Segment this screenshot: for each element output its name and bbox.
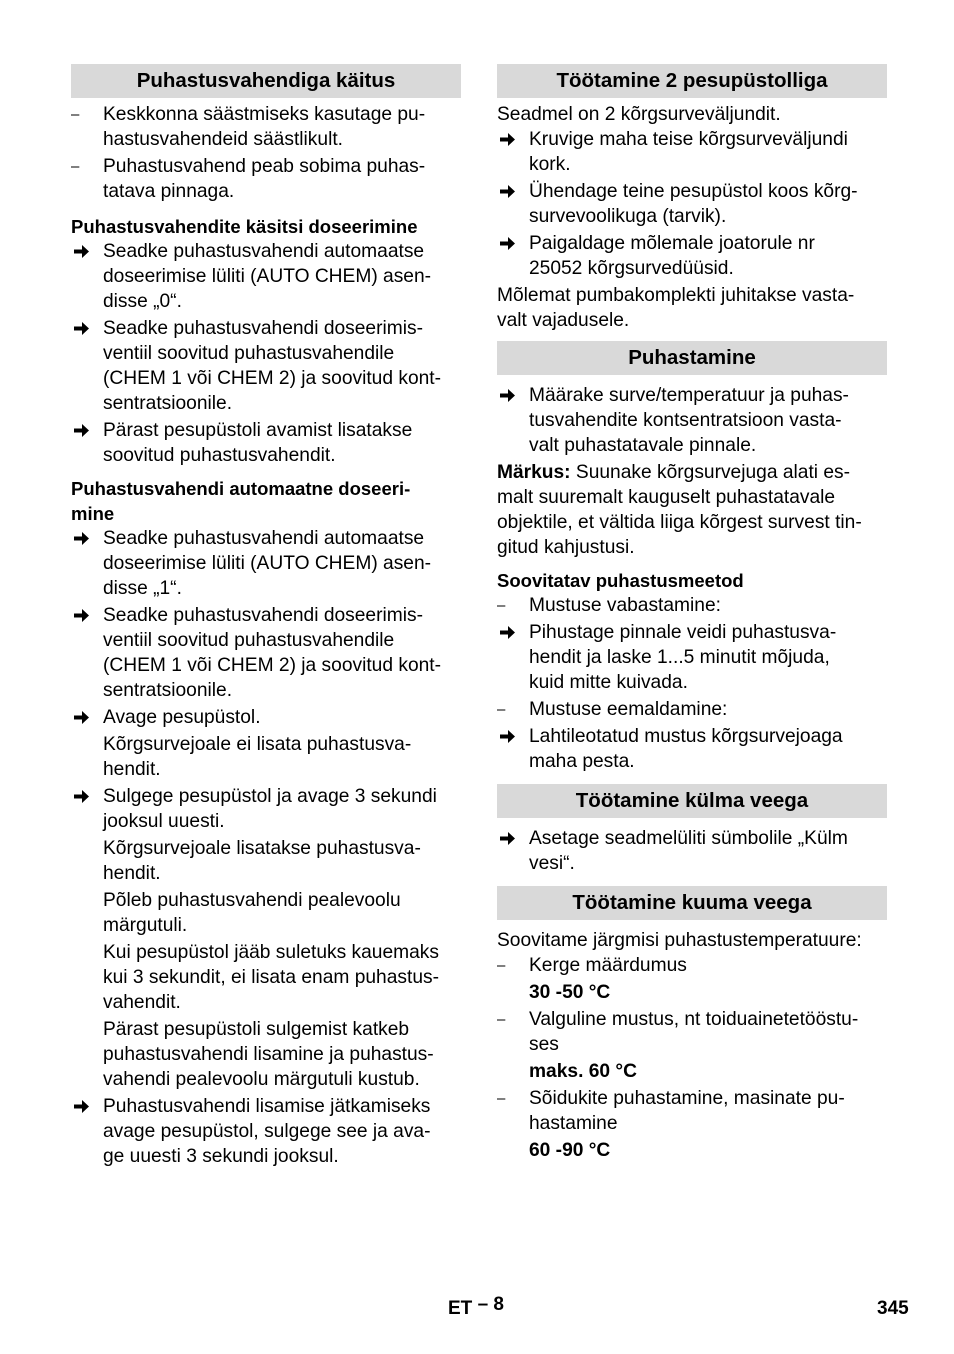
result-note	[71, 940, 461, 1015]
result-note	[71, 732, 461, 782]
item-line: märgutuli.	[103, 915, 188, 936]
paragraph-line: valt vajadusele.	[497, 310, 630, 331]
item-line: valt puhastatavale pinnale.	[529, 435, 757, 456]
list-item	[71, 316, 461, 416]
item-line: ventiil soovitud puhastusvahendile	[103, 630, 395, 651]
item-line: Kruvige maha teise kõrgsurveväljundi	[529, 129, 848, 150]
dash-bullet-icon: –	[497, 957, 506, 974]
page-number: 345	[877, 1298, 909, 1319]
paragraph	[497, 283, 887, 333]
item-line: Mustuse eemaldamine:	[529, 699, 728, 720]
item-line: Valguline mustus, nt toiduainetetööstu-	[529, 1009, 859, 1030]
right-arrow-icon	[497, 383, 521, 408]
list-item	[71, 418, 461, 468]
item-line: sentratsioonile.	[103, 393, 233, 414]
subheading-line: Puhastusvahendi automaatne doseeri-	[71, 478, 411, 499]
temperature-value: maks. 60 °C	[529, 1061, 637, 1082]
item-line: survevoolikuga (tarvik).	[529, 206, 727, 227]
list-item	[71, 154, 461, 204]
list-item	[497, 179, 887, 229]
subheading-line: mine	[71, 503, 115, 524]
right-arrow-icon	[497, 231, 521, 256]
subheading	[71, 476, 461, 526]
result-note	[71, 836, 461, 886]
dash-bullet-icon: –	[497, 597, 506, 614]
section-heading: Töötamine külma veega	[497, 784, 887, 818]
right-arrow-icon	[497, 620, 521, 645]
list-item	[71, 784, 461, 834]
item-line: hendit.	[103, 759, 161, 780]
list-item	[497, 953, 887, 978]
item-line: (CHEM 1 või CHEM 2) ja soovitud kont-	[103, 655, 442, 676]
item-line: kuid mitte kuivada.	[529, 672, 688, 693]
dash-bullet-icon: –	[497, 1090, 506, 1107]
item-line: Pärast pesupüstoli sulgemist katkeb	[103, 1019, 410, 1040]
dash-bullet-icon: –	[71, 158, 80, 175]
item-line: Kerge määrdumus	[529, 955, 687, 976]
list-item	[71, 1094, 461, 1169]
subheading: Puhastusvahendite käsitsi doseerimine	[71, 216, 418, 237]
item-line: Ühendage teine pesupüstol koos kõrg-	[529, 181, 858, 202]
item-line: ge uuesti 3 sekundi jooksul.	[103, 1146, 339, 1167]
list-item	[497, 1007, 887, 1057]
item-line: maha pesta.	[529, 751, 635, 772]
list-item	[71, 603, 461, 703]
note-line: malt suuremalt kauguselt puhastatavale	[497, 487, 836, 508]
result-note	[71, 888, 461, 938]
right-arrow-icon	[497, 826, 521, 851]
right-arrow-icon	[497, 127, 521, 152]
right-column	[497, 64, 887, 1163]
item-line: Puhastusvahend peab sobima puhas-	[103, 156, 426, 177]
note-label: Märkus:	[497, 462, 571, 483]
item-line: Lahtileotatud mustus kõrgsurvejoaga	[529, 726, 843, 747]
list-item	[497, 697, 887, 722]
section-heading: Töötamine 2 pesupüstolliga	[497, 64, 887, 98]
item-line: Kõrgsurvejoale lisatakse puhastusva-	[103, 838, 421, 859]
item-line: Seadke puhastusvahendi automaatse	[103, 241, 425, 262]
item-line: ses	[529, 1034, 559, 1055]
footer-lang: ET	[448, 1298, 473, 1319]
list-item	[497, 1086, 887, 1136]
dash-bullet-icon: –	[71, 106, 80, 123]
item-line: vesi“.	[529, 853, 575, 874]
footer-section-number: – 8	[477, 1294, 504, 1315]
temperature-value: 30 -50 °C	[529, 982, 611, 1003]
list-item	[71, 239, 461, 314]
item-line: Sõidukite puhastamine, masinate pu-	[529, 1088, 845, 1109]
item-line: disse „1“.	[103, 578, 182, 599]
right-arrow-icon	[71, 784, 95, 809]
result-note	[71, 1017, 461, 1092]
item-line: vahendi pealevoolu märgutuli kustub.	[103, 1069, 420, 1090]
note-text: Suunake kõrgsurvejuga alati es-	[570, 462, 851, 483]
dash-bullet-icon: –	[497, 701, 506, 718]
note-paragraph	[497, 460, 887, 560]
item-line: sentratsioonile.	[103, 680, 233, 701]
item-line: hastusvahendeid säästlikult.	[103, 129, 343, 150]
list-item	[497, 231, 887, 281]
item-line: vahendit.	[103, 992, 181, 1013]
item-line: ventiil soovitud puhastusvahendile	[103, 343, 395, 364]
item-line: disse „0“.	[103, 291, 182, 312]
item-line: Seadke puhastusvahendi doseerimis-	[103, 605, 423, 626]
list-item	[71, 705, 461, 730]
right-arrow-icon	[497, 724, 521, 749]
right-arrow-icon	[71, 316, 95, 341]
right-arrow-icon	[71, 526, 95, 551]
subheading: Soovitatav puhastusmeetod	[497, 570, 744, 591]
item-line: (CHEM 1 või CHEM 2) ja soovitud kont-	[103, 368, 442, 389]
item-line: Paigaldage mõlemale joatorule nr	[529, 233, 815, 254]
item-line: Avage pesupüstol.	[103, 707, 261, 728]
item-line: soovitud puhastusvahendit.	[103, 445, 336, 466]
item-line: Puhastusvahendi lisamise jätkamiseks	[103, 1096, 431, 1117]
paragraph: Seadmel on 2 kõrgsurveväljundit.	[497, 104, 781, 125]
section-heading: Puhastamine	[497, 341, 887, 375]
list-item	[71, 526, 461, 601]
right-arrow-icon	[497, 179, 521, 204]
list-item	[497, 127, 887, 177]
footer-section-label	[448, 1294, 504, 1320]
item-line: Asetage seadmelüliti sümbolile „Külm	[529, 828, 848, 849]
item-line: Määrake surve/temperatuur ja puhas-	[529, 385, 849, 406]
list-item	[497, 826, 887, 876]
item-line: 25052 kõrgsurvedüüsid.	[529, 258, 734, 279]
right-arrow-icon	[71, 1094, 95, 1119]
item-line: Pihustage pinnale veidi puhastusva-	[529, 622, 837, 643]
list-item	[497, 620, 887, 695]
item-line: Mustuse vabastamine:	[529, 595, 721, 616]
list-item	[497, 383, 887, 458]
item-line: doseerimise lüliti (AUTO CHEM) asen-	[103, 266, 432, 287]
paragraph-line: Mõlemat pumbakomplekti juhitakse vasta-	[497, 285, 855, 306]
item-line: Põleb puhastusvahendi pealevoolu	[103, 890, 401, 911]
note-line: gitud kahjustusi.	[497, 537, 635, 558]
item-line: doseerimise lüliti (AUTO CHEM) asen-	[103, 553, 432, 574]
right-arrow-icon	[71, 418, 95, 443]
item-line: jooksul uuesti.	[103, 811, 225, 832]
list-item	[71, 102, 461, 152]
item-line: hendit.	[103, 863, 161, 884]
item-line: tatava pinnaga.	[103, 181, 235, 202]
dash-bullet-icon: –	[497, 1011, 506, 1028]
item-line: puhastusvahendi lisamine ja puhastus-	[103, 1044, 434, 1065]
item-line: Sulgege pesupüstol ja avage 3 sekundi	[103, 786, 437, 807]
note-line: objektile, et vältida liiga kõrgest survest tin-	[497, 512, 862, 533]
item-line: hendit ja laske 1...5 minutit mõjuda,	[529, 647, 830, 668]
right-arrow-icon	[71, 705, 95, 730]
item-line: Seadke puhastusvahendi doseerimis-	[103, 318, 423, 339]
item-line: kork.	[529, 154, 571, 175]
item-line: Keskkonna säästmiseks kasutage pu-	[103, 104, 426, 125]
item-line: kui 3 sekundit, ei lisata enam puhastus-	[103, 967, 439, 988]
list-item	[497, 724, 887, 774]
left-column	[71, 64, 461, 1169]
item-line: hastamine	[529, 1113, 618, 1134]
paragraph: Soovitame järgmisi puhastustemperatuure:	[497, 930, 862, 951]
right-arrow-icon	[71, 603, 95, 628]
list-item	[497, 593, 887, 618]
item-line: Kõrgsurvejoale ei lisata puhastusva-	[103, 734, 412, 755]
temperature-value: 60 -90 °C	[529, 1140, 611, 1161]
right-arrow-icon	[71, 239, 95, 264]
item-line: tusvahendite kontsentratsioon vasta-	[529, 410, 842, 431]
item-line: Seadke puhastusvahendi automaatse	[103, 528, 425, 549]
item-line: Kui pesupüstol jääb suletuks kauemaks	[103, 942, 439, 963]
item-line: avage pesupüstol, sulgege see ja ava-	[103, 1121, 431, 1142]
section-heading: Töötamine kuuma veega	[497, 886, 887, 920]
item-line: Pärast pesupüstoli avamist lisatakse	[103, 420, 413, 441]
section-heading: Puhastusvahendiga käitus	[71, 64, 461, 98]
